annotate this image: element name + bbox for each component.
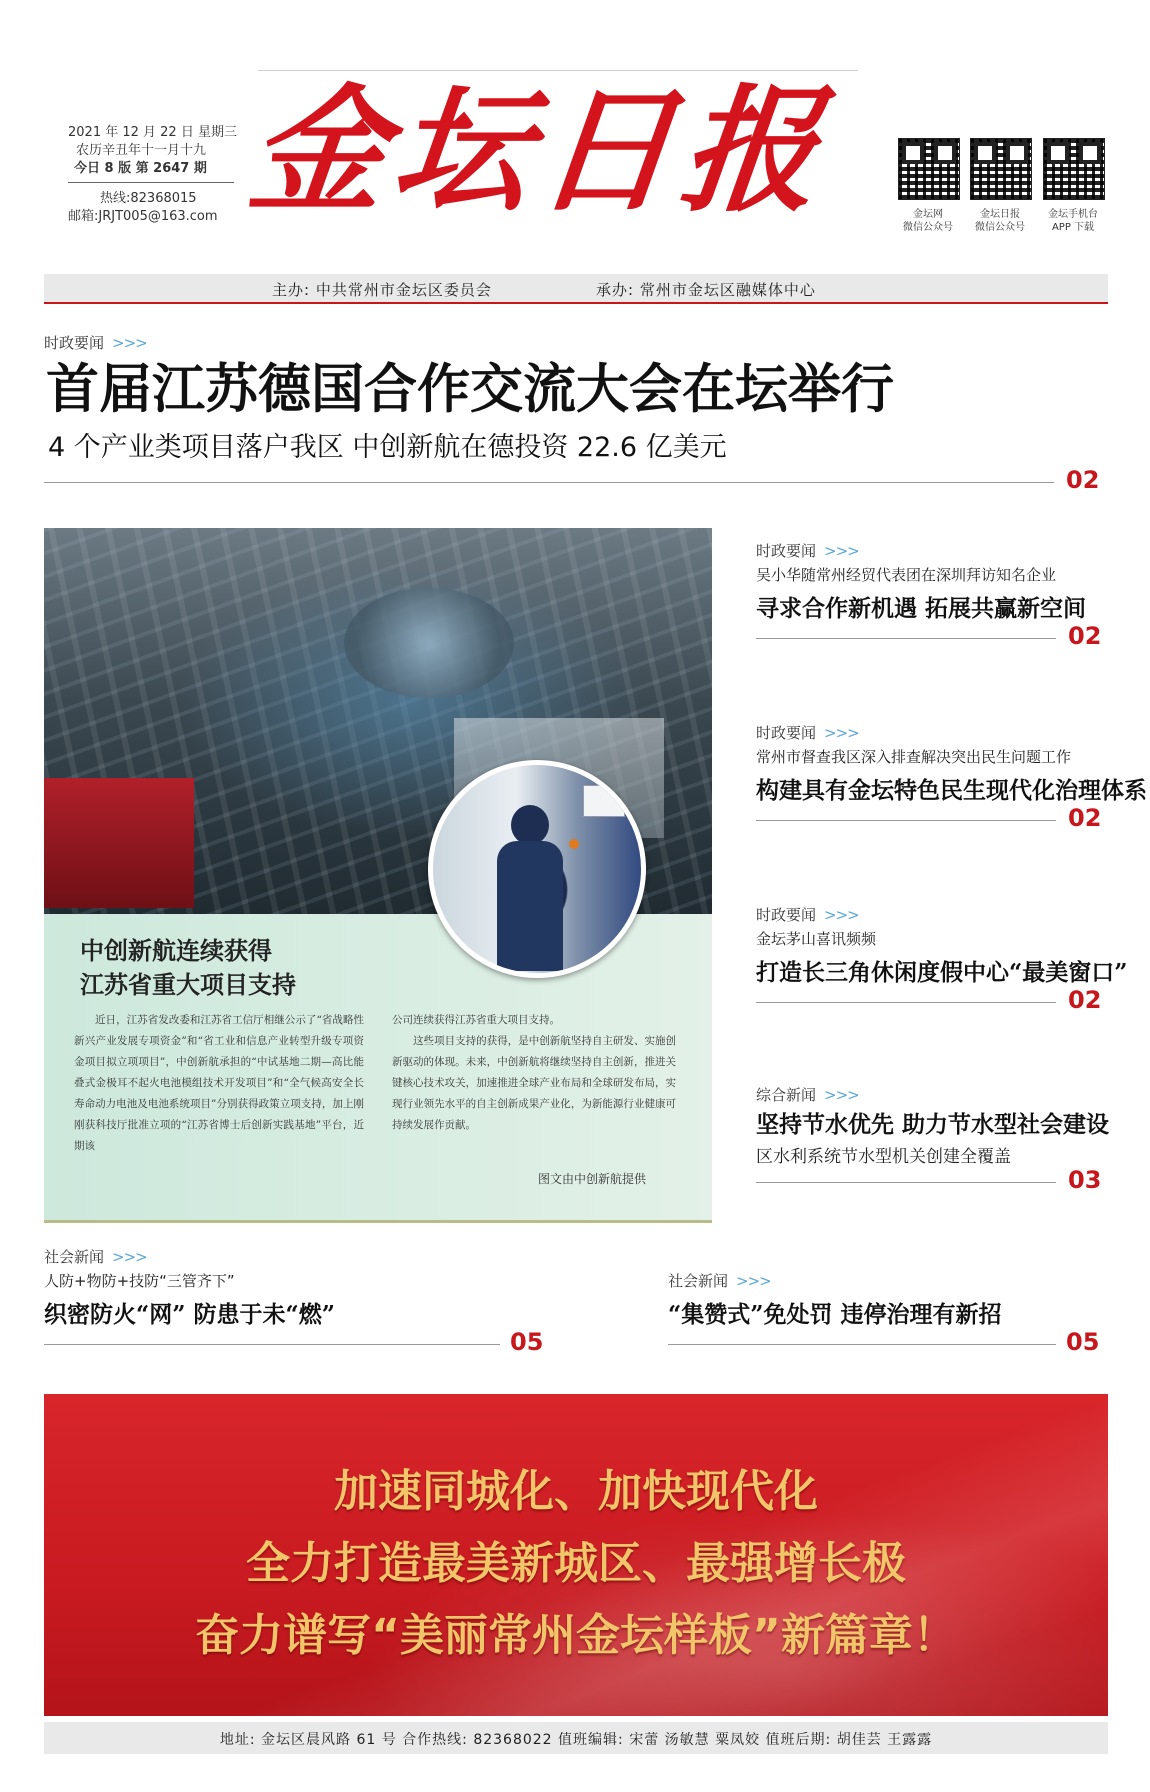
qr-label-line: 金坛日报: [980, 209, 1020, 220]
side-page-number[interactable]: 02: [1068, 986, 1102, 1014]
kicker-label: 社会新闻: [44, 1248, 105, 1266]
side-rule: [756, 1002, 1056, 1003]
photo-title-line2: 江苏省重大项目支持: [80, 970, 296, 999]
qr-label-line: 微信公众号: [903, 222, 953, 233]
side-page-number[interactable]: 02: [1068, 804, 1102, 832]
lead-kicker: [44, 332, 147, 353]
bottom-sub: 人防+物防+技防“三管齐下”: [44, 1272, 235, 1290]
photo-title-line1: 中创新航连续获得: [80, 936, 272, 965]
qr-code-newspaper[interactable]: [970, 138, 1032, 200]
sponsor-band: [44, 274, 1108, 302]
lead-page-number[interactable]: 02: [1066, 466, 1100, 494]
bottom-page-number[interactable]: 05: [1066, 1328, 1100, 1356]
photo-story-title[interactable]: [80, 934, 296, 1002]
side-sub: 常州市督查我区深入排查解决突出民生问题工作: [756, 748, 1072, 766]
organizer-text: 承办: 常州市金坛区融媒体中心: [596, 281, 816, 299]
side-story-3[interactable]: [756, 904, 1128, 1024]
footer-band: [44, 1722, 1108, 1754]
side-page-number[interactable]: 03: [1068, 1166, 1102, 1194]
side-story-2[interactable]: [756, 722, 1147, 842]
side-rule: [756, 820, 1056, 821]
control-button-shape: [569, 839, 579, 849]
side-headline[interactable]: 寻求合作新机遇 拓展共赢新空间: [756, 595, 1087, 622]
footer-text: 地址: 金坛区晨风路 61 号 合作热线: 82368022 值班编辑: 宋蕾 汤敏慧 粟凤姣 值班后期: 胡佳芸 王露露: [219, 1732, 933, 1748]
arrows-icon: >>>: [112, 1248, 147, 1266]
masthead-red-rule: [44, 302, 1108, 304]
monitor-shape: [583, 785, 625, 817]
sponsor-text: 主办: 中共常州市金坛区委员会: [272, 281, 492, 299]
side-rule: [756, 1182, 1056, 1183]
arrows-icon: >>>: [736, 1272, 771, 1290]
date-line: 2021 年 12 月 22 日 星期三: [68, 125, 237, 140]
bottom-kicker: [668, 1270, 771, 1291]
bottom-kicker: [44, 1246, 147, 1267]
arrows-icon: >>>: [112, 334, 147, 352]
slogan-banner: [44, 1394, 1108, 1716]
banner-line-3: 奋力谱写“美丽常州金坛样板”新篇章！: [195, 1610, 957, 1661]
arrows-icon: >>>: [824, 542, 859, 560]
qr-label-newspaper: [964, 208, 1036, 234]
edition-line: 今日 8 版 第 2647 期: [74, 161, 207, 176]
qr-label-line: 金坛手机台: [1048, 209, 1098, 220]
arrows-icon: >>>: [824, 906, 859, 924]
hotline: 热线:82368015: [100, 191, 197, 206]
arrows-icon: >>>: [824, 1086, 859, 1104]
bottom-story-2[interactable]: [668, 1270, 1108, 1366]
side-story-1[interactable]: [756, 540, 1108, 660]
bottom-rule: [44, 1344, 500, 1345]
side-headline[interactable]: 构建具有金坛特色民生现代化治理体系: [756, 777, 1147, 804]
lead-story[interactable]: [44, 330, 1108, 500]
side-headline[interactable]: 坚持节水优先 助力节水型社会建设: [756, 1111, 1110, 1138]
side-kicker: [756, 722, 859, 743]
side-headline[interactable]: 打造长三角休闲度假中心“最美窗口”: [756, 959, 1128, 986]
lunar-date-line: 农历辛丑年十一月十九: [76, 143, 207, 158]
side-sub: 区水利系统节水型机关创建全覆盖: [756, 1147, 1011, 1167]
qr-code-website[interactable]: [898, 138, 960, 200]
bottom-story-1[interactable]: [44, 1246, 544, 1366]
photo-story-col1: 近日，江苏省发改委和江苏省工信厅相继公示了“省战略性新兴产业发展专项资金”和“省工业和信息产业转型升级专项资金项目拟立项项目”，中创新航承担的“中试基地二期—高比能叠式金极耳不起火电池模组技术开发项目”和“全气候高安全长寿命动力电池及电池系统项目”分别获得政策立项支持，加上刚刚获科技厅批准立项的“江苏省博士后创新实践基地”平台，近期该: [74, 1014, 364, 1152]
qr-label-line: 金坛网: [913, 209, 943, 220]
masthead: [0, 0, 1150, 299]
lead-rule: [44, 482, 1054, 483]
bottom-page-number[interactable]: 05: [510, 1328, 544, 1356]
worker-head-shape: [511, 805, 549, 845]
arrows-icon: >>>: [824, 724, 859, 742]
masthead-title: 金坛日报: [241, 71, 835, 231]
side-rule: [756, 638, 1056, 639]
qr-icon: [970, 138, 1032, 200]
side-story-4[interactable]: [756, 1084, 1108, 1204]
qr-code-app[interactable]: [1043, 138, 1105, 200]
qr-label-app: [1037, 208, 1109, 234]
kicker-label: 时政要闻: [756, 906, 817, 924]
kicker-label: 综合新闻: [756, 1086, 817, 1104]
lead-subhead: 4 个产业类项目落户我区 中创新航在德投资 22.6 亿美元: [48, 432, 727, 463]
banner-line-2: 全力打造最美新城区、最强增长极: [246, 1538, 906, 1589]
photo-credit: 图文由中创新航提供: [538, 1172, 647, 1186]
side-sub: 吴小华随常州经贸代表团在深圳拜访知名企业: [756, 566, 1057, 584]
bottom-rule: [668, 1344, 1056, 1345]
qr-label-line: 微信公众号: [975, 222, 1025, 233]
kicker-label: 时政要闻: [756, 724, 817, 742]
email: 邮箱:JRJT005@163.com: [68, 209, 218, 224]
banner-line-1: 加速同城化、加快现代化: [334, 1466, 818, 1517]
qr-icon: [1043, 138, 1105, 200]
red-machine-shape: [44, 778, 194, 908]
kicker-label: 社会新闻: [668, 1272, 729, 1290]
meta-divider: [68, 182, 234, 183]
qr-label-line: APP 下载: [1051, 222, 1095, 233]
rotary-table-shape: [344, 588, 514, 698]
side-kicker: [756, 1084, 859, 1105]
qr-icon: [898, 138, 960, 200]
bottom-headline[interactable]: 织密防火“网” 防患于未“燃”: [44, 1301, 335, 1328]
side-page-number[interactable]: 02: [1068, 622, 1102, 650]
side-kicker: [756, 540, 859, 561]
worker-body-shape: [497, 841, 563, 971]
qr-label-website: [892, 208, 964, 234]
side-sub: 金坛茅山喜讯频频: [756, 930, 877, 948]
bottom-headline[interactable]: “集赞式”免处罚 违停治理有新招: [668, 1301, 1002, 1328]
inset-photo: [428, 760, 646, 978]
photo-feature[interactable]: [44, 528, 712, 1220]
side-kicker: [756, 904, 859, 925]
kicker-label: 时政要闻: [756, 542, 817, 560]
lead-headline[interactable]: 首届江苏德国合作交流大会在坛举行: [46, 358, 894, 420]
kicker-label: 时政要闻: [44, 334, 105, 352]
photo-story-col2: 公司连续获得江苏省重大项目支持。 这些项目支持的获得，是中创新航坚持自主研发、实施创新驱动的体现。未来，中创新航将继续坚持自主创新，推进关键核心技术攻关，加速推进全球产业布局和全球研发布局，实现行业领先水平的自主创新成果产业化，为新能源行业健康可持续发展作贡献。: [392, 1014, 676, 1131]
